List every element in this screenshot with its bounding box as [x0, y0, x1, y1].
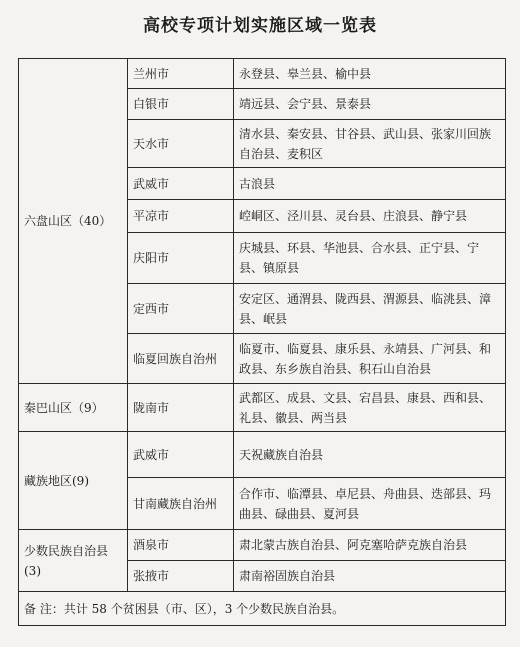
city-cell: 武威市	[128, 168, 234, 200]
city-cell: 酒泉市	[128, 530, 234, 561]
page-title: 高校专项计划实施区域一览表	[143, 16, 377, 36]
table-row	[19, 432, 506, 478]
counties-cell: 肃南裕固族自治县	[234, 561, 506, 592]
counties-cell: 天祝藏族自治县	[234, 432, 506, 478]
city-cell: 临夏回族自治州	[128, 334, 234, 384]
region-table	[18, 58, 506, 626]
table-row	[19, 530, 506, 561]
city-cell: 白银市	[128, 89, 234, 120]
counties-cell: 临夏市、临夏县、康乐县、永靖县、广河县、和政县、东乡族自治县、积石山自治县	[234, 334, 506, 384]
city-cell: 定西市	[128, 284, 234, 334]
city-cell: 武威市	[128, 432, 234, 478]
region-cell: 藏族地区(9)	[19, 432, 128, 530]
city-cell: 庆阳市	[128, 233, 234, 284]
counties-cell: 武都区、成县、文县、宕昌县、康县、西和县、礼县、徽县、两当县	[234, 384, 506, 432]
table-row	[19, 384, 506, 432]
region-cell: 秦巴山区（9）	[19, 384, 128, 432]
counties-cell: 清水县、秦安县、甘谷县、武山县、张家川回族自治县、麦积区	[234, 120, 506, 168]
city-cell: 张掖市	[128, 561, 234, 592]
table-row	[19, 59, 506, 89]
city-cell: 天水市	[128, 120, 234, 168]
counties-cell: 合作市、临潭县、卓尼县、舟曲县、迭部县、玛曲县、碌曲县、夏河县	[234, 478, 506, 530]
counties-cell: 永登县、皋兰县、榆中县	[234, 59, 506, 89]
counties-cell: 安定区、通渭县、陇西县、渭源县、临洮县、漳县、岷县	[234, 284, 506, 334]
counties-cell: 古浪县	[234, 168, 506, 200]
counties-cell: 崆峒区、泾川县、灵台县、庄浪县、静宁县	[234, 200, 506, 233]
region-cell: 少数民族自治县(3)	[19, 530, 128, 592]
table-row	[19, 592, 506, 626]
city-cell: 兰州市	[128, 59, 234, 89]
region-cell: 六盘山区（40）	[19, 59, 128, 384]
city-cell: 平凉市	[128, 200, 234, 233]
counties-cell: 肃北蒙古族自治县、阿克塞哈萨克族自治县	[234, 530, 506, 561]
counties-cell: 庆城县、环县、华池县、合水县、正宁县、宁县、镇原县	[234, 233, 506, 284]
table-note: 备 注：共计 58 个贫困县（市、区），3 个少数民族自治县。	[19, 592, 506, 626]
city-cell: 甘南藏族自治州	[128, 478, 234, 530]
counties-cell: 靖远县、会宁县、景泰县	[234, 89, 506, 120]
city-cell: 陇南市	[128, 384, 234, 432]
